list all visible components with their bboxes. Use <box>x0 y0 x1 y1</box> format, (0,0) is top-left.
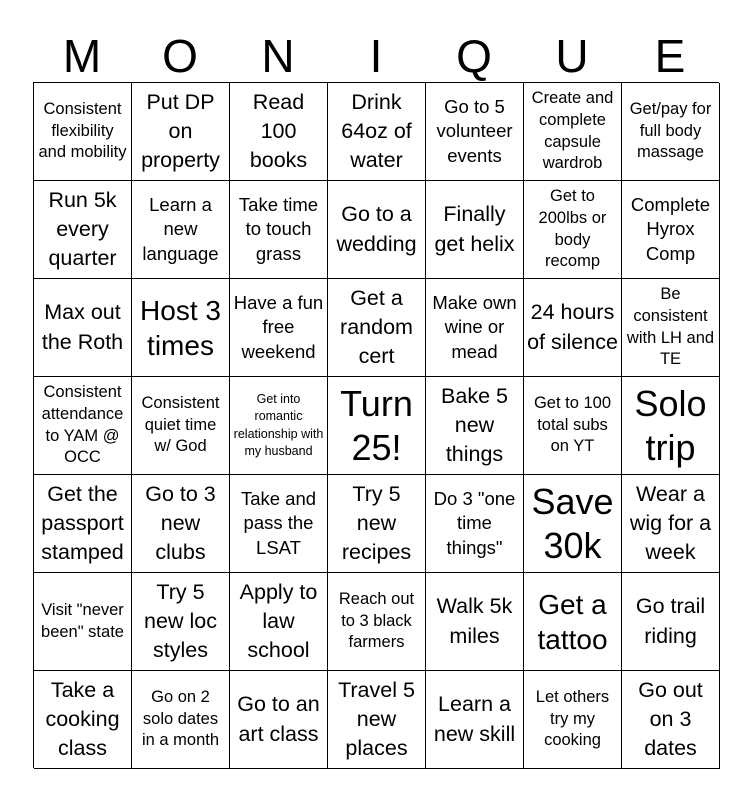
bingo-cell-text: Take a cooking class <box>45 677 120 761</box>
bingo-cell[interactable] <box>524 573 622 671</box>
bingo-cell[interactable] <box>34 475 132 573</box>
bingo-cell-text: Take time to touch grass <box>238 193 319 264</box>
bingo-cell[interactable] <box>230 671 328 769</box>
bingo-cell-text: Get the passport stamped <box>41 481 124 565</box>
bingo-cell[interactable] <box>230 83 328 181</box>
bingo-cell[interactable] <box>132 181 230 279</box>
bingo-cell-text: Max out the Roth <box>41 300 124 354</box>
title-letter-u: U <box>555 30 589 82</box>
bingo-cell[interactable] <box>328 475 426 573</box>
bingo-cell[interactable] <box>622 573 720 671</box>
bingo-cell-text: Finally get helix <box>434 202 515 256</box>
bingo-cell[interactable] <box>328 83 426 181</box>
bingo-cell-text: Get a tattoo <box>537 588 608 655</box>
bingo-cell-text: Learn a new language <box>142 193 219 264</box>
bingo-cell[interactable] <box>132 377 230 475</box>
bingo-cell[interactable] <box>622 181 720 279</box>
bingo-cell-text: Try 5 new recipes <box>341 481 412 565</box>
bingo-cell-text: Consistent attendance to YAM @ OCC <box>41 382 124 467</box>
bingo-cell-text: Bake 5 new things <box>441 383 508 467</box>
title-letter-q: Q <box>456 30 492 82</box>
bingo-cell[interactable] <box>34 671 132 769</box>
title-letter-e: E <box>654 30 686 82</box>
bingo-cell-text: Save 30k <box>531 480 614 566</box>
bingo-cell[interactable] <box>426 475 524 573</box>
bingo-cell[interactable] <box>622 377 720 475</box>
bingo-title <box>33 30 719 82</box>
title-letter-o: O <box>162 30 198 82</box>
bingo-cell-text: Have a fun free weekend <box>233 291 324 362</box>
bingo-cell[interactable] <box>230 377 328 475</box>
bingo-cell-text: Solo trip <box>634 382 707 468</box>
bingo-cell[interactable] <box>230 573 328 671</box>
bingo-cell-text: Do 3 "one time things" <box>433 487 516 558</box>
bingo-cell-text: Run 5k every quarter <box>48 187 117 271</box>
bingo-cell-text: Be consistent with LH and TE <box>626 284 715 369</box>
bingo-cell-text: Put DP on property <box>141 89 220 173</box>
bingo-cell-text: Visit "never been" state <box>41 600 124 641</box>
bingo-cell[interactable] <box>524 181 622 279</box>
bingo-cell[interactable] <box>132 573 230 671</box>
bingo-cell[interactable] <box>426 671 524 769</box>
bingo-cell[interactable] <box>328 573 426 671</box>
bingo-cell-text: Reach out to 3 black farmers <box>338 589 415 652</box>
bingo-cell[interactable] <box>328 377 426 475</box>
bingo-cell[interactable] <box>426 83 524 181</box>
bingo-cell[interactable] <box>34 181 132 279</box>
bingo-cell-text: Walk 5k miles <box>436 594 513 648</box>
bingo-cell-text: Wear a wig for a week <box>629 481 712 565</box>
bingo-cell-text: Drink 64oz of water <box>341 89 412 173</box>
bingo-cell[interactable] <box>230 279 328 377</box>
title-letter-n: N <box>261 30 295 82</box>
bingo-cell[interactable] <box>132 279 230 377</box>
bingo-cell[interactable] <box>230 181 328 279</box>
bingo-cell[interactable] <box>524 475 622 573</box>
bingo-board <box>33 82 719 768</box>
bingo-cell[interactable] <box>426 377 524 475</box>
bingo-cell-text: Let others try my cooking <box>535 687 610 750</box>
bingo-cell[interactable] <box>524 279 622 377</box>
bingo-cell-text: Make own wine or mead <box>432 291 517 362</box>
bingo-cell-text: Create and complete capsule wardrob <box>531 88 614 173</box>
bingo-cell[interactable] <box>132 83 230 181</box>
bingo-cell-text: Get a random cert <box>340 285 413 369</box>
bingo-cell-text: 24 hours of silence <box>527 300 618 354</box>
bingo-cell[interactable] <box>524 83 622 181</box>
bingo-cell[interactable] <box>34 573 132 671</box>
bingo-cell-text: Turn 25! <box>340 382 413 468</box>
bingo-cell-text: Host 3 times <box>140 294 221 361</box>
bingo-cell[interactable] <box>622 279 720 377</box>
bingo-cell-text: Complete Hyrox Comp <box>630 193 711 264</box>
bingo-cell[interactable] <box>622 83 720 181</box>
bingo-cell[interactable] <box>524 671 622 769</box>
bingo-cell-text: Go to a wedding <box>336 202 417 256</box>
title-letter-i: I <box>369 30 383 82</box>
bingo-cell-text: Apply to law school <box>239 579 318 663</box>
bingo-cell[interactable] <box>132 671 230 769</box>
bingo-cell[interactable] <box>622 475 720 573</box>
bingo-cell[interactable] <box>132 475 230 573</box>
bingo-cell-text: Go out on 3 dates <box>638 677 703 761</box>
bingo-cell-text: Go on 2 solo dates in a month <box>141 687 220 750</box>
bingo-cell-text: Get into romantic relationship with my husband <box>233 392 324 458</box>
bingo-cell[interactable] <box>34 83 132 181</box>
bingo-cell[interactable] <box>328 181 426 279</box>
bingo-cell-text: Get to 100 total subs on YT <box>533 393 612 456</box>
bingo-cell-text: Learn a new skill <box>433 692 516 746</box>
bingo-cell[interactable] <box>328 671 426 769</box>
bingo-cell-text: Read 100 books <box>249 89 308 173</box>
bingo-cell-text: Take and pass the LSAT <box>240 487 317 558</box>
bingo-cell[interactable] <box>426 181 524 279</box>
bingo-cell[interactable] <box>524 377 622 475</box>
bingo-cell-text: Consistent flexibility and mobility <box>38 99 127 162</box>
bingo-cell[interactable] <box>426 573 524 671</box>
title-letter-m: M <box>62 30 102 82</box>
bingo-cell[interactable] <box>34 377 132 475</box>
bingo-cell-text: Try 5 new loc styles <box>144 579 217 663</box>
bingo-cell-text: Get to 200lbs or body recomp <box>538 186 607 271</box>
bingo-cell[interactable] <box>426 279 524 377</box>
bingo-cell-text: Go trail riding <box>635 594 706 648</box>
bingo-cell[interactable] <box>34 279 132 377</box>
bingo-cell-text: Go to 3 new clubs <box>145 481 216 565</box>
bingo-cell-text: Go to 5 volunteer events <box>436 95 513 166</box>
bingo-cell-text: Consistent quiet time w/ God <box>141 393 220 456</box>
bingo-cell[interactable] <box>328 279 426 377</box>
bingo-cell[interactable] <box>230 475 328 573</box>
bingo-cell-text: Travel 5 new places <box>338 677 415 761</box>
bingo-cell[interactable] <box>622 671 720 769</box>
bingo-cell-text: Go to an art class <box>237 692 320 746</box>
bingo-cell-text: Get/pay for full body massage <box>629 99 712 162</box>
